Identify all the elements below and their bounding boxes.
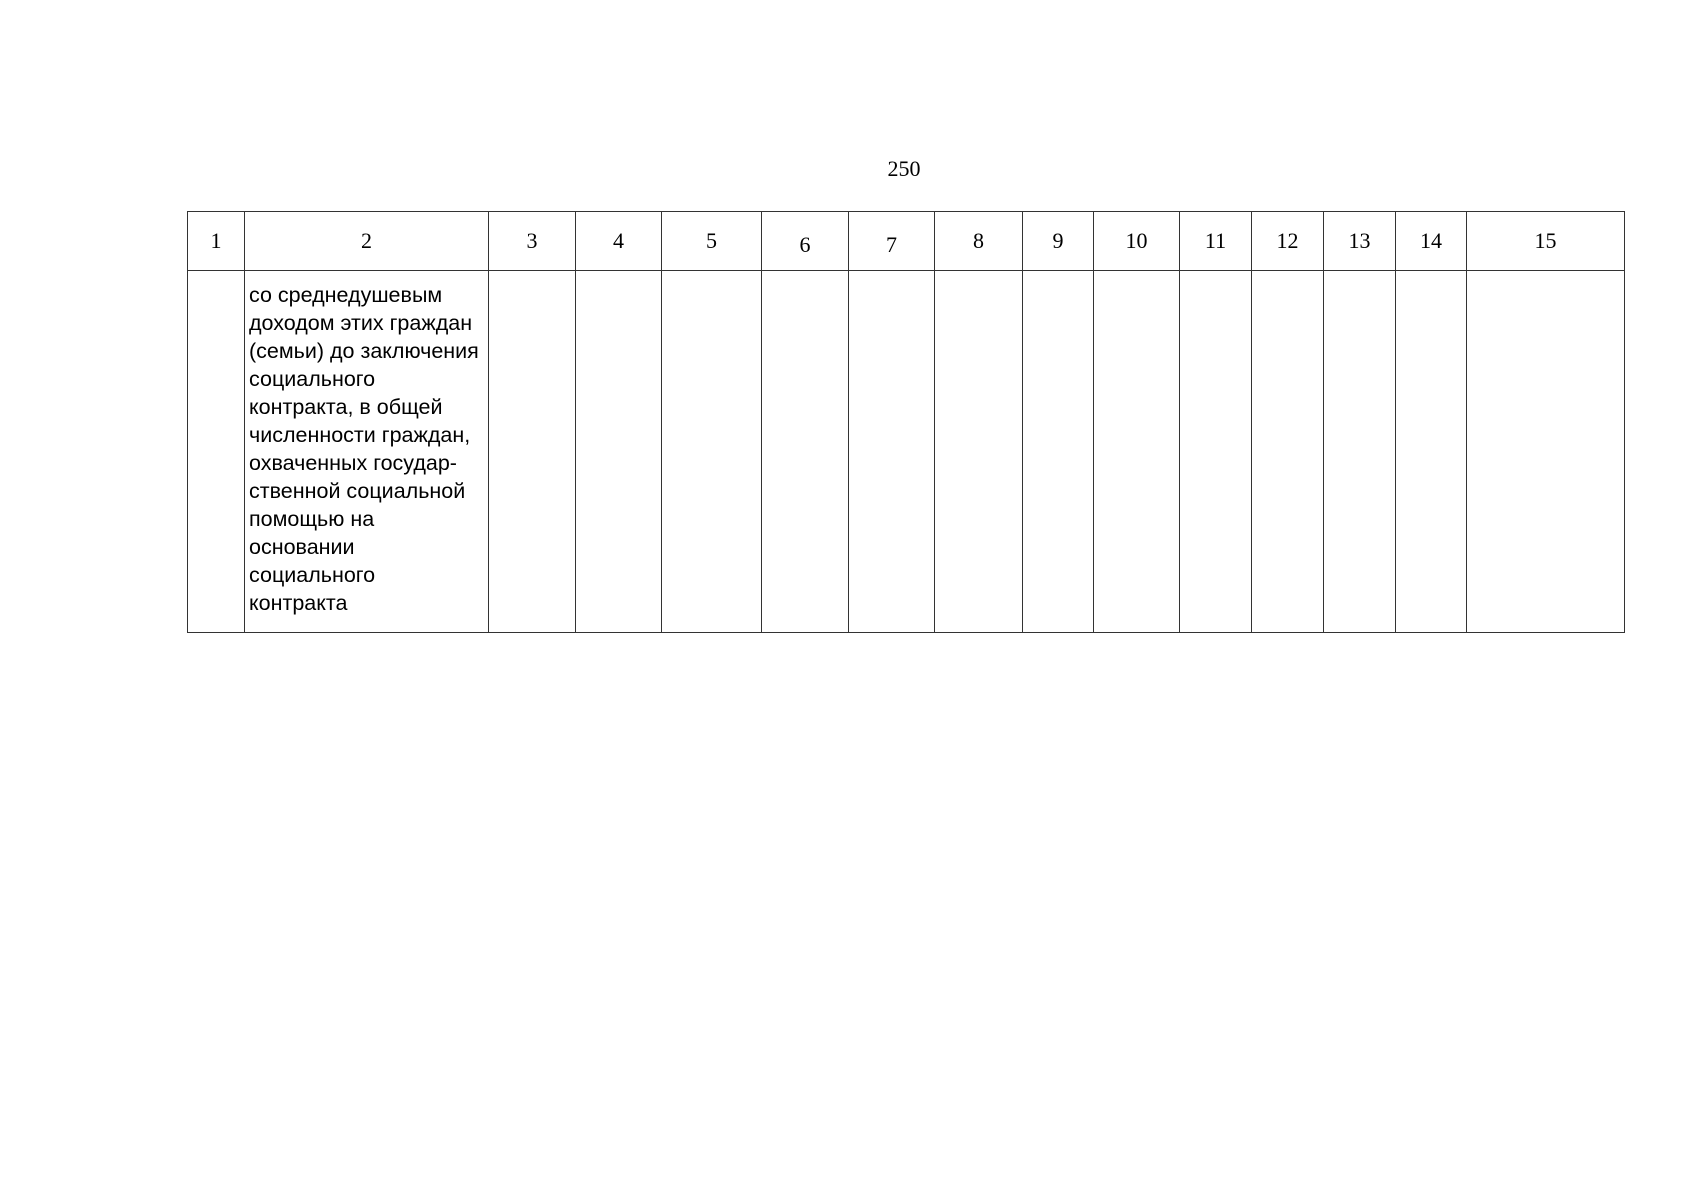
column-header: 1 — [188, 212, 245, 271]
table-cell-description: со среднедушевым доходом этих граждан (семьи) до заключения социального контракта, в общей численности граждан, охваченных государ- ственной социальной помощью на основании социального контракта — [245, 271, 489, 633]
column-header: 6 — [762, 212, 849, 271]
column-header: 7 — [849, 212, 935, 271]
column-header: 14 — [1396, 212, 1467, 271]
column-header: 9 — [1023, 212, 1094, 271]
page-number: 250 — [887, 156, 921, 181]
table-cell — [762, 271, 849, 633]
column-header: 10 — [1094, 212, 1180, 271]
table-cell — [1180, 271, 1252, 633]
table-cell — [1396, 271, 1467, 633]
column-header: 15 — [1467, 212, 1625, 271]
table-cell — [1252, 271, 1324, 633]
table-cell — [662, 271, 762, 633]
column-header: 3 — [489, 212, 576, 271]
table-cell — [489, 271, 576, 633]
table-cell — [1324, 271, 1396, 633]
table-cell — [1023, 271, 1094, 633]
column-header: 13 — [1324, 212, 1396, 271]
column-header: 8 — [935, 212, 1023, 271]
table-cell — [576, 271, 662, 633]
column-header: 5 — [662, 212, 762, 271]
column-header: 2 — [245, 212, 489, 271]
table-cell — [849, 271, 935, 633]
column-header: 11 — [1180, 212, 1252, 271]
table-row — [188, 271, 1625, 633]
table-cell — [188, 271, 245, 633]
table-cell — [1467, 271, 1625, 633]
table-header-row — [188, 212, 1625, 271]
table-cell — [935, 271, 1023, 633]
data-table — [187, 211, 1625, 633]
table-cell — [1094, 271, 1180, 633]
column-header: 12 — [1252, 212, 1324, 271]
column-header: 4 — [576, 212, 662, 271]
